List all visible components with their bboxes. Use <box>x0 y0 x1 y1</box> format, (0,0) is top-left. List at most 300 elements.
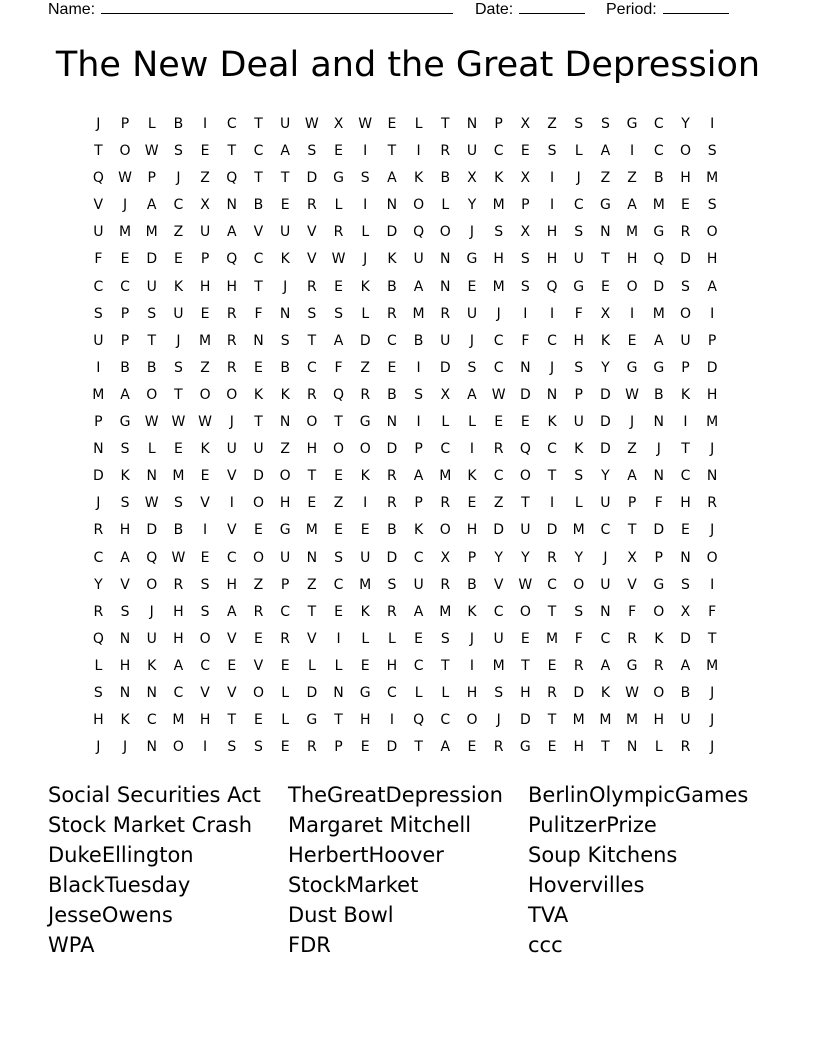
grid-letter[interactable]: S <box>681 278 690 295</box>
grid-letter[interactable]: I <box>549 305 555 322</box>
grid-letter[interactable]: E <box>360 657 370 674</box>
grid-letter[interactable]: N <box>306 549 318 566</box>
grid-letter[interactable]: U <box>173 305 184 322</box>
grid-letter[interactable]: J <box>496 712 501 729</box>
grid-letter[interactable]: C <box>387 332 397 349</box>
grid-letter[interactable]: K <box>414 522 424 539</box>
grid-letter[interactable]: R <box>547 549 557 566</box>
grid-letter[interactable]: N <box>600 224 611 241</box>
grid-letter[interactable]: R <box>93 522 104 539</box>
grid-letter[interactable]: C <box>413 549 424 566</box>
grid-letter[interactable]: T <box>441 657 450 674</box>
grid-letter[interactable]: M <box>439 603 452 620</box>
grid-letter[interactable]: S <box>574 224 584 241</box>
grid-letter[interactable]: Z <box>253 576 264 593</box>
grid-letter[interactable]: K <box>147 657 157 674</box>
grid-letter[interactable]: F <box>574 305 583 322</box>
grid-letter[interactable]: R <box>226 305 237 322</box>
grid-letter[interactable]: E <box>547 739 557 756</box>
grid-letter[interactable]: I <box>710 305 715 322</box>
grid-letter[interactable]: Q <box>226 251 238 268</box>
grid-letter[interactable]: V <box>253 657 264 674</box>
grid-letter[interactable]: C <box>253 143 264 160</box>
grid-letter[interactable]: X <box>600 305 611 322</box>
grid-letter[interactable]: N <box>706 468 718 485</box>
grid-letter[interactable]: N <box>119 684 131 701</box>
grid-letter[interactable]: O <box>413 197 425 214</box>
grid-letter[interactable]: E <box>200 143 210 160</box>
grid-letter[interactable]: B <box>120 359 130 376</box>
grid-letter[interactable]: Q <box>653 251 665 268</box>
grid-letter[interactable]: Y <box>94 576 103 593</box>
grid-letter[interactable]: K <box>467 603 477 620</box>
grid-letter[interactable]: K <box>360 468 370 485</box>
grid-letter[interactable]: S <box>120 495 130 512</box>
grid-letter[interactable]: K <box>600 332 610 349</box>
grid-letter[interactable]: E <box>334 603 343 620</box>
grid-letter[interactable]: Y <box>467 197 477 214</box>
grid-letter[interactable]: Z <box>280 441 290 458</box>
grid-letter[interactable]: P <box>280 576 290 593</box>
grid-letter[interactable]: X <box>200 197 210 214</box>
grid-letter[interactable]: V <box>493 576 504 593</box>
grid-letter[interactable]: L <box>441 197 450 214</box>
grid-letter[interactable]: S <box>520 251 530 268</box>
grid-letter[interactable]: S <box>494 224 504 241</box>
grid-letter[interactable]: O <box>359 441 371 458</box>
grid-letter[interactable]: D <box>519 712 531 729</box>
grid-letter[interactable]: R <box>253 603 264 620</box>
grid-letter[interactable]: C <box>173 684 184 701</box>
grid-letter[interactable]: C <box>547 441 557 458</box>
grid-letter[interactable]: Z <box>360 359 371 376</box>
grid-letter[interactable]: C <box>280 603 291 620</box>
grid-letter[interactable]: L <box>334 657 343 674</box>
grid-letter[interactable]: S <box>120 603 130 620</box>
grid-letter[interactable]: D <box>439 359 451 376</box>
grid-letter[interactable]: M <box>545 630 559 647</box>
grid-letter[interactable]: M <box>599 712 612 729</box>
grid-letter[interactable]: V <box>200 684 210 701</box>
grid-letter[interactable]: K <box>360 603 370 620</box>
grid-letter[interactable]: C <box>493 332 504 349</box>
grid-letter[interactable]: J <box>630 414 635 431</box>
grid-letter[interactable]: T <box>414 739 423 756</box>
grid-letter[interactable]: B <box>680 684 691 701</box>
grid-letter[interactable]: H <box>546 224 558 241</box>
grid-letter[interactable]: A <box>680 657 691 674</box>
grid-letter[interactable]: I <box>363 143 368 160</box>
grid-letter[interactable]: L <box>281 684 290 701</box>
grid-letter[interactable]: E <box>600 278 610 295</box>
grid-letter[interactable]: O <box>226 386 238 403</box>
grid-letter[interactable]: S <box>440 630 450 647</box>
grid-letter[interactable]: T <box>334 414 343 431</box>
grid-letter[interactable]: N <box>520 359 531 376</box>
grid-letter[interactable]: Y <box>574 549 583 566</box>
grid-letter[interactable]: E <box>494 414 504 431</box>
grid-letter[interactable]: I <box>523 305 528 322</box>
grid-letter[interactable]: G <box>626 657 638 674</box>
grid-letter[interactable]: O <box>172 739 184 756</box>
grid-letter[interactable]: M <box>412 305 425 322</box>
grid-letter[interactable]: D <box>386 549 398 566</box>
grid-letter[interactable]: U <box>680 332 691 349</box>
grid-letter[interactable]: D <box>253 468 264 485</box>
grid-letter[interactable]: G <box>626 359 638 376</box>
grid-letter[interactable]: G <box>333 170 344 187</box>
grid-letter[interactable]: P <box>494 116 503 132</box>
grid-letter[interactable]: R <box>680 739 691 756</box>
grid-letter[interactable]: I <box>630 305 635 322</box>
grid-letter[interactable]: X <box>333 116 344 132</box>
grid-letter[interactable]: Z <box>493 495 504 512</box>
grid-letter[interactable]: G <box>653 224 665 241</box>
grid-letter[interactable]: M <box>652 305 665 322</box>
grid-letter[interactable]: H <box>199 712 211 729</box>
grid-letter[interactable]: U <box>573 414 584 431</box>
grid-letter[interactable]: J <box>469 332 475 349</box>
grid-letter[interactable]: P <box>414 441 423 458</box>
grid-letter[interactable]: R <box>680 224 691 241</box>
grid-letter[interactable]: P <box>147 170 156 187</box>
grid-letter[interactable]: E <box>200 549 210 566</box>
grid-letter[interactable]: L <box>147 116 156 132</box>
grid-letter[interactable]: J <box>363 251 368 268</box>
grid-letter[interactable]: C <box>600 522 611 539</box>
grid-letter[interactable]: R <box>440 143 451 160</box>
grid-letter[interactable]: Z <box>333 495 344 512</box>
grid-letter[interactable]: U <box>413 576 424 593</box>
grid-letter[interactable]: M <box>439 468 452 485</box>
grid-letter[interactable]: U <box>280 116 291 132</box>
grid-letter[interactable]: T <box>307 332 317 349</box>
grid-letter[interactable]: L <box>361 305 370 322</box>
grid-letter[interactable]: O <box>252 684 264 701</box>
grid-letter[interactable]: Q <box>92 170 104 187</box>
grid-letter[interactable]: A <box>226 224 237 241</box>
grid-letter[interactable]: J <box>96 495 101 512</box>
grid-letter[interactable]: N <box>226 197 238 214</box>
grid-letter[interactable]: O <box>653 684 665 701</box>
grid-letter[interactable]: O <box>439 224 451 241</box>
grid-letter[interactable]: J <box>469 630 475 647</box>
grid-letter[interactable]: E <box>254 522 263 539</box>
grid-letter[interactable]: D <box>600 414 611 431</box>
grid-letter[interactable]: R <box>573 657 584 674</box>
grid-letter[interactable]: P <box>467 549 477 566</box>
grid-letter[interactable]: U <box>413 251 424 268</box>
grid-letter[interactable]: K <box>547 414 557 431</box>
grid-letter[interactable]: C <box>653 143 664 160</box>
grid-letter[interactable]: S <box>414 386 424 403</box>
grid-letter[interactable]: O <box>119 143 131 160</box>
grid-letter[interactable]: Y <box>681 116 690 132</box>
grid-letter[interactable]: D <box>386 739 398 756</box>
grid-letter[interactable]: C <box>200 657 210 674</box>
grid-letter[interactable]: D <box>493 522 505 539</box>
grid-letter[interactable]: W <box>144 414 159 431</box>
grid-letter[interactable]: T <box>307 603 317 620</box>
grid-letter[interactable]: E <box>254 712 263 729</box>
grid-letter[interactable]: T <box>387 143 397 160</box>
grid-letter[interactable]: E <box>520 630 530 647</box>
grid-letter[interactable]: R <box>493 739 504 756</box>
grid-letter[interactable]: S <box>173 359 183 376</box>
grid-letter[interactable]: U <box>253 441 264 458</box>
grid-letter[interactable]: E <box>200 468 210 485</box>
grid-letter[interactable]: R <box>707 495 718 512</box>
grid-letter[interactable]: S <box>200 576 210 593</box>
grid-letter[interactable]: J <box>603 549 608 566</box>
grid-letter[interactable]: D <box>519 386 531 403</box>
grid-letter[interactable]: U <box>146 630 157 647</box>
grid-letter[interactable]: I <box>630 143 635 160</box>
grid-letter[interactable]: T <box>227 143 237 160</box>
grid-letter[interactable]: G <box>359 414 371 431</box>
grid-letter[interactable]: O <box>573 576 585 593</box>
grid-letter[interactable]: P <box>120 116 130 132</box>
grid-letter[interactable]: L <box>147 441 156 458</box>
grid-letter[interactable]: N <box>440 251 451 268</box>
grid-letter[interactable]: G <box>653 576 665 593</box>
grid-letter[interactable]: C <box>306 359 317 376</box>
grid-letter[interactable]: I <box>229 495 234 512</box>
grid-letter[interactable]: D <box>546 522 558 539</box>
grid-letter[interactable]: W <box>144 143 159 160</box>
grid-letter[interactable]: E <box>520 414 530 431</box>
grid-letter[interactable]: L <box>574 143 583 160</box>
grid-letter[interactable]: L <box>414 116 423 132</box>
grid-letter[interactable]: C <box>493 359 504 376</box>
grid-letter[interactable]: E <box>681 522 690 539</box>
grid-letter[interactable]: S <box>307 305 317 322</box>
grid-letter[interactable]: B <box>253 197 264 214</box>
grid-letter[interactable]: W <box>625 684 640 701</box>
grid-letter[interactable]: I <box>469 441 475 458</box>
grid-letter[interactable]: L <box>654 739 663 756</box>
grid-letter[interactable]: L <box>94 657 103 674</box>
grid-letter[interactable]: T <box>521 657 530 674</box>
grid-letter[interactable]: O <box>279 468 291 485</box>
grid-letter[interactable]: E <box>173 251 183 268</box>
grid-letter[interactable]: K <box>120 712 130 729</box>
grid-letter[interactable]: M <box>572 522 585 539</box>
grid-letter[interactable]: R <box>280 630 291 647</box>
grid-letter[interactable]: A <box>413 603 424 620</box>
grid-letter[interactable]: K <box>680 386 691 403</box>
grid-letter[interactable]: S <box>600 116 610 132</box>
grid-letter[interactable]: T <box>547 712 557 729</box>
grid-letter[interactable]: B <box>387 522 397 539</box>
grid-letter[interactable]: Q <box>519 441 531 458</box>
grid-letter[interactable]: P <box>521 197 530 214</box>
grid-letter[interactable]: F <box>654 495 663 512</box>
grid-letter[interactable]: U <box>280 224 291 241</box>
grid-letter[interactable]: B <box>440 170 451 187</box>
grid-letter[interactable]: H <box>279 495 291 512</box>
grid-letter[interactable]: E <box>307 495 317 512</box>
grid-letter[interactable]: D <box>573 684 585 701</box>
grid-letter[interactable]: A <box>226 603 237 620</box>
grid-letter[interactable]: M <box>492 197 505 214</box>
grid-letter[interactable]: E <box>120 251 130 268</box>
grid-letter[interactable]: H <box>520 684 531 701</box>
grid-letter[interactable]: S <box>254 739 263 756</box>
grid-letter[interactable]: T <box>707 630 717 647</box>
grid-letter[interactable]: B <box>146 359 157 376</box>
grid-letter[interactable]: X <box>627 549 637 566</box>
grid-letter[interactable]: H <box>173 603 184 620</box>
grid-letter[interactable]: T <box>601 251 610 268</box>
grid-letter[interactable]: B <box>653 170 664 187</box>
grid-letter[interactable]: U <box>466 143 478 160</box>
grid-letter[interactable]: R <box>306 386 317 403</box>
grid-letter[interactable]: A <box>413 278 424 295</box>
grid-letter[interactable]: Q <box>413 224 425 241</box>
grid-letter[interactable]: F <box>94 251 103 268</box>
grid-letter[interactable]: V <box>226 522 237 539</box>
grid-letter[interactable]: P <box>120 332 130 349</box>
grid-letter[interactable]: Q <box>92 630 104 647</box>
grid-letter[interactable]: H <box>306 441 318 458</box>
grid-letter[interactable]: O <box>706 549 718 566</box>
grid-letter[interactable]: C <box>440 441 451 458</box>
grid-letter[interactable]: D <box>92 468 104 485</box>
grid-letter[interactable]: R <box>387 468 397 485</box>
grid-letter[interactable]: N <box>680 549 691 566</box>
grid-letter[interactable]: J <box>96 116 101 132</box>
grid-letter[interactable]: N <box>119 630 131 647</box>
grid-letter[interactable]: M <box>626 712 639 729</box>
grid-letter[interactable]: A <box>173 657 184 674</box>
grid-letter[interactable]: O <box>252 495 264 512</box>
grid-letter[interactable]: S <box>387 576 397 593</box>
grid-letter[interactable]: B <box>467 576 477 593</box>
grid-letter[interactable]: C <box>120 278 130 295</box>
grid-letter[interactable]: N <box>626 739 638 756</box>
grid-letter[interactable]: G <box>599 197 611 214</box>
grid-letter[interactable]: C <box>146 712 157 729</box>
grid-letter[interactable]: S <box>334 549 343 566</box>
grid-letter[interactable]: E <box>681 197 690 214</box>
grid-letter[interactable]: J <box>496 305 501 322</box>
grid-letter[interactable]: F <box>628 603 637 620</box>
grid-letter[interactable]: S <box>574 468 584 485</box>
grid-letter[interactable]: Y <box>494 549 503 566</box>
grid-letter[interactable]: L <box>361 224 370 241</box>
grid-letter[interactable]: R <box>226 359 237 376</box>
grid-letter[interactable]: E <box>360 739 370 756</box>
grid-letter[interactable]: O <box>306 414 318 431</box>
grid-letter[interactable]: W <box>171 414 186 431</box>
grid-letter[interactable]: R <box>493 441 504 458</box>
grid-letter[interactable]: K <box>600 684 610 701</box>
grid-letter[interactable]: V <box>307 251 317 268</box>
grid-letter[interactable]: E <box>467 278 477 295</box>
grid-letter[interactable]: L <box>574 495 583 512</box>
grid-letter[interactable]: I <box>549 197 555 214</box>
grid-letter[interactable]: C <box>93 278 104 295</box>
grid-letter[interactable]: A <box>707 278 717 295</box>
grid-letter[interactable]: A <box>653 332 664 349</box>
grid-letter[interactable]: S <box>120 441 130 458</box>
grid-letter[interactable]: N <box>386 197 398 214</box>
grid-letter[interactable]: L <box>281 712 290 729</box>
grid-letter[interactable]: C <box>547 576 557 593</box>
grid-letter[interactable]: R <box>360 386 371 403</box>
grid-letter[interactable]: V <box>226 468 237 485</box>
grid-letter[interactable]: T <box>147 332 156 349</box>
grid-letter[interactable]: M <box>572 712 585 729</box>
grid-letter[interactable]: S <box>574 116 584 132</box>
grid-letter[interactable]: R <box>226 332 237 349</box>
grid-letter[interactable]: A <box>333 332 344 349</box>
grid-letter[interactable]: A <box>627 197 637 214</box>
grid-letter[interactable]: K <box>280 386 290 403</box>
grid-letter[interactable]: N <box>440 278 451 295</box>
grid-letter[interactable]: G <box>626 116 638 132</box>
grid-letter[interactable]: M <box>652 197 665 214</box>
grid-letter[interactable]: S <box>574 359 584 376</box>
grid-letter[interactable]: I <box>416 359 421 376</box>
grid-letter[interactable]: Z <box>627 170 637 187</box>
grid-letter[interactable]: M <box>172 712 185 729</box>
grid-letter[interactable]: T <box>280 170 290 187</box>
grid-letter[interactable]: V <box>307 630 317 647</box>
grid-letter[interactable]: T <box>547 603 557 620</box>
grid-letter[interactable]: B <box>413 332 424 349</box>
grid-letter[interactable]: I <box>96 359 101 376</box>
grid-letter[interactable]: N <box>653 414 665 431</box>
grid-letter[interactable]: G <box>119 414 131 431</box>
grid-letter[interactable]: H <box>173 630 184 647</box>
grid-letter[interactable]: O <box>199 386 211 403</box>
grid-letter[interactable]: I <box>203 739 208 756</box>
grid-letter[interactable]: H <box>466 684 478 701</box>
grid-letter[interactable]: K <box>387 251 397 268</box>
grid-letter[interactable]: C <box>493 143 504 160</box>
grid-letter[interactable]: N <box>653 468 665 485</box>
grid-letter[interactable]: J <box>576 170 581 187</box>
grid-letter[interactable]: R <box>440 495 451 512</box>
grid-letter[interactable]: E <box>254 630 263 647</box>
grid-letter[interactable]: H <box>653 712 665 729</box>
grid-letter[interactable]: A <box>600 657 611 674</box>
grid-letter[interactable]: P <box>200 251 210 268</box>
grid-letter[interactable]: W <box>198 414 213 431</box>
grid-letter[interactable]: S <box>147 305 157 322</box>
grid-letter[interactable]: U <box>146 278 157 295</box>
grid-letter[interactable]: C <box>387 684 397 701</box>
grid-letter[interactable]: H <box>546 251 558 268</box>
grid-letter[interactable]: G <box>653 359 665 376</box>
grid-letter[interactable]: B <box>173 522 184 539</box>
grid-letter[interactable]: D <box>146 522 158 539</box>
grid-letter[interactable]: O <box>199 630 211 647</box>
grid-letter[interactable]: P <box>120 305 130 322</box>
grid-letter[interactable]: E <box>627 332 637 349</box>
grid-letter[interactable]: I <box>203 116 208 132</box>
grid-letter[interactable]: M <box>305 522 318 539</box>
grid-letter[interactable]: P <box>94 414 103 431</box>
grid-letter[interactable]: T <box>547 468 557 485</box>
grid-letter[interactable]: A <box>600 143 611 160</box>
grid-letter[interactable]: I <box>710 116 715 132</box>
grid-letter[interactable]: J <box>656 441 661 458</box>
grid-letter[interactable]: S <box>547 143 557 160</box>
grid-letter[interactable]: E <box>334 468 343 485</box>
